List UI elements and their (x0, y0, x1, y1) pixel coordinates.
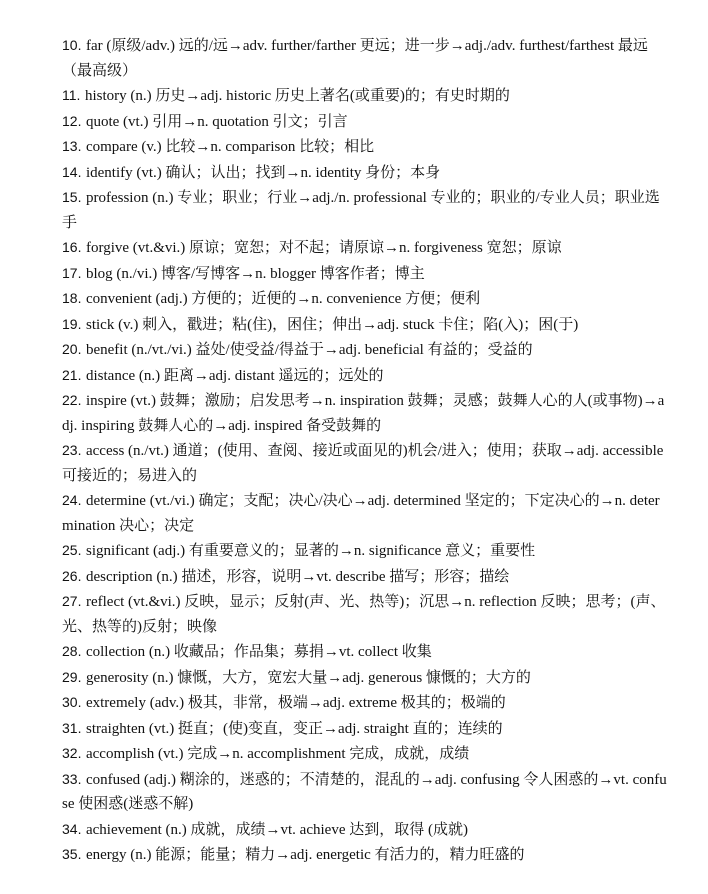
entry-number: 12. (62, 112, 82, 129)
entry-number: 33. (62, 770, 82, 787)
entry-number: 15. (62, 189, 82, 205)
entry-text: generosity (n.) 慷慨，大方，宽宏大量→adj. generous 慷慨的；大方的 (85, 669, 531, 686)
vocab-entry-14 (62, 160, 668, 186)
entry-number: 11. (62, 87, 81, 103)
entry-number: 13. (62, 138, 82, 154)
vocab-entry-34 (62, 817, 668, 843)
entry-text: benefit (n./vt./vi.) 益处/使受益/得益于→adj. beneficial 有益的；受益的 (85, 342, 533, 358)
entry-number: 20. (62, 341, 82, 357)
entry-number: 14. (62, 163, 82, 180)
entry-number: 10. (62, 37, 82, 53)
entry-text: identify (vt.) 确认；认出；找到→n. identity 身份；本身 (85, 164, 441, 181)
entry-number: 32. (62, 745, 82, 761)
entry-number: 30. (62, 694, 82, 710)
entry-text: achievement (n.) 成就，成绩→vt. achieve 达到，取得 (成就) (85, 821, 468, 838)
vocab-entry-18 (62, 286, 668, 312)
entry-number: 21. (62, 366, 82, 383)
entry-number: 17. (62, 264, 82, 281)
vocab-entry-24 (62, 488, 668, 538)
entry-text: accomplish (vt.) 完成→n. accomplishment 完成，成就，成绩 (85, 746, 470, 762)
vocab-entry-28 (62, 639, 668, 665)
entry-number: 28. (62, 643, 82, 659)
entry-text: description (n.) 描述，形容，说明→vt. describe 描写；形容；描绘 (85, 568, 510, 585)
entry-text: distance (n.) 距离→adj. distant 遥远的；远处的 (85, 367, 384, 384)
vocab-entry-25 (62, 538, 668, 564)
vocab-entry-27 (62, 589, 668, 639)
vocab-entry-12 (62, 109, 668, 135)
vocab-entry-21 (62, 363, 668, 389)
vocab-entry-32 (62, 741, 668, 767)
entry-text: inspire (vt.) 鼓舞；激励；启发思考→n. inspiration 鼓舞；灵感；鼓舞人心的人(或事物)→adj. inspiring 鼓舞人心的→adj. inspired 备受鼓舞的 (62, 393, 665, 434)
entry-number: 27. (62, 593, 82, 609)
entry-text: blog (n./vi.) 博客/写博客→n. blogger 博客作者；博主 (85, 265, 425, 282)
entry-number: 18. (62, 290, 82, 306)
vocab-entry-22 (62, 388, 668, 438)
vocab-entry-26 (62, 564, 668, 590)
vocab-entry-30 (62, 690, 668, 716)
entry-text: access (n./vt.) 通道；(使用、查阅、接近或面见的)机会/进入；使用；获取→adj. accessible 可接近的；易进入的 (62, 443, 664, 484)
entry-number: 19. (62, 315, 82, 332)
entry-text: confused (adj.) 糊涂的，迷惑的；不清楚的，混乱的→adj. confusing 令人困惑的→vt. confuse 使困惑(迷惑不解) (62, 771, 667, 812)
entry-number: 26. (62, 567, 82, 584)
entry-number: 22. (62, 392, 82, 408)
entry-number: 16. (62, 239, 82, 255)
entry-text: determine (vt./vi.) 确定；支配；决心/决心→adj. determined 坚定的；下定决心的→n. determination 决心；决定 (62, 493, 660, 534)
entry-number: 25. (62, 542, 82, 558)
entry-text: reflect (vt.&vi.) 反映，显示；反射(声、光、热等)；沉思→n. reflection 反映；思考；(声、光、热等的)反射；映像 (62, 594, 666, 635)
entry-text: profession (n.) 专业；职业；行业→adj./n. professional 专业的；职业的/专业人员；职业选手 (62, 190, 660, 231)
entry-text: forgive (vt.&vi.) 原谅；宽恕；对不起；请原谅→n. forgiveness 宽恕；原谅 (85, 240, 562, 256)
entry-number: 34. (62, 820, 82, 837)
vocab-entry-35 (62, 842, 668, 868)
vocab-entry-16 (62, 235, 668, 261)
entry-text: extremely (adv.) 极其，非常，极端→adj. extreme 极其的；极端的 (85, 695, 506, 711)
vocab-entry-17 (62, 261, 668, 287)
vocab-entry-15 (62, 185, 668, 235)
entry-text: collection (n.) 收藏品；作品集；募捐→vt. collect 收集 (85, 644, 432, 660)
entry-text: significant (adj.) 有重要意义的；显著的→n. significance 意义；重要性 (85, 543, 536, 559)
vocab-entry-29 (62, 665, 668, 691)
vocab-entry-11 (62, 83, 668, 109)
entry-number: 23. (62, 442, 82, 458)
entry-number: 24. (62, 492, 82, 508)
entry-number: 31. (62, 719, 82, 736)
entry-text: quote (vt.) 引用→n. quotation 引文；引言 (85, 113, 348, 130)
vocab-entry-31 (62, 716, 668, 742)
vocab-entry-20 (62, 337, 668, 363)
vocab-entry-19 (62, 312, 668, 338)
entry-text: stick (v.) 刺入，戳进；粘(住)，困住；伸出→adj. stuck 卡住；陷(入)；困(于) (85, 316, 579, 333)
vocab-entry-13 (62, 134, 668, 160)
entry-text: compare (v.) 比较→n. comparison 比较；相比 (85, 139, 375, 155)
entry-number: 29. (62, 668, 82, 685)
entry-text: history (n.) 历史→adj. historic 历史上著名(或重要)的；有史时期的 (84, 88, 510, 104)
entry-text: far (原级/adv.) 远的/远→adv. further/farther 更远；进一步→adj./adv. furthest/farthest 最远（最高级） (62, 38, 648, 79)
entry-text: energy (n.) 能源；能量；精力→adj. energetic 有活力的，精力旺盛的 (85, 847, 525, 863)
vocab-entry-10 (62, 33, 668, 83)
vocab-entry-33 (62, 767, 668, 817)
entry-text: convenient (adj.) 方便的；近便的→n. convenience 方便；便利 (85, 291, 481, 307)
entry-number: 35. (62, 846, 82, 862)
vocab-entry-23 (62, 438, 668, 488)
entry-text: straighten (vt.) 挺直；(使)变直，变正→adj. straight 直的；连续的 (85, 720, 503, 737)
